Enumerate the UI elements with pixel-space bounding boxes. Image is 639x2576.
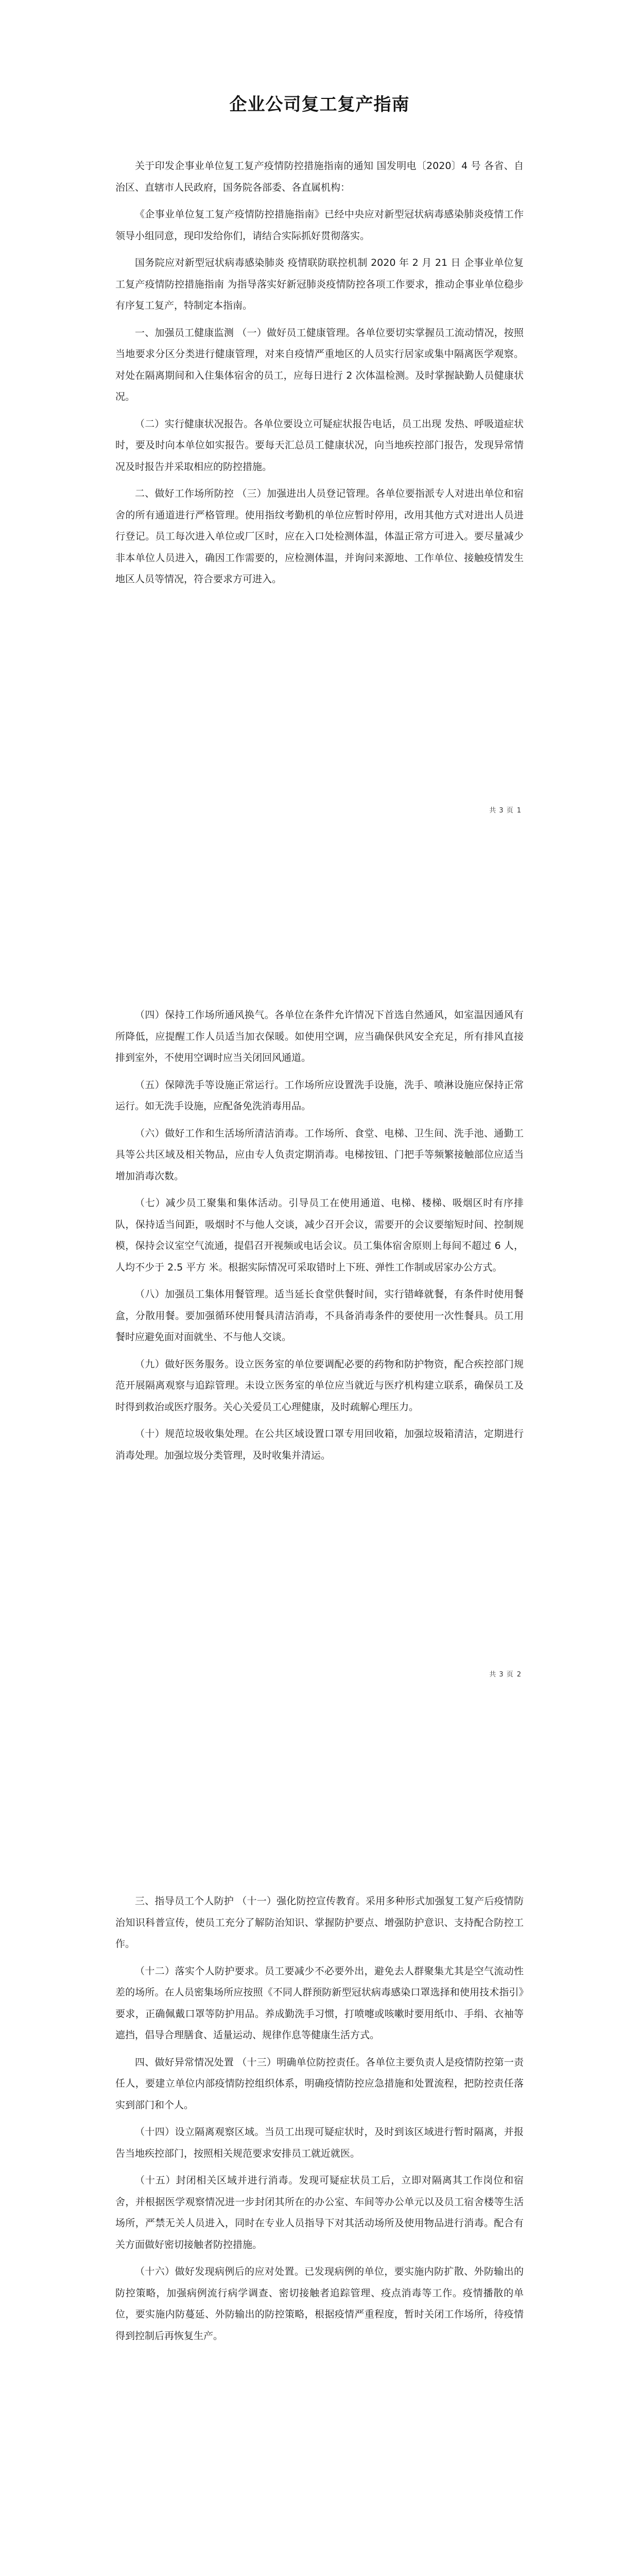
paragraph: 四、做好异常情况处置 （十三）明确单位防控责任。各单位主要负责人是疫情防控第一责任人，要建立单位内部疫情防控组织体系，明确疫情防控应急措施和处置流程，把防控责任落实到部门和个人。 [115,2056,524,2111]
paragraph: （七）减少员工聚集和集体活动。引导员工在使用通道、电梯、楼梯、吸烟区时有序排队，保持适当间距，吸烟时不与他人交谈，减少召开会议，需要开的会议要缩短时间、控制规模，保持会议室空气流通，提倡召开视频或电话会议。员工集体宿舍原则上每间不超过 6 人，人均不少于 2.5 平方 米。根据实际情况可采取错时上下班、弹性工作制或居家办公方式。 [115,1197,524,1273]
paragraph: （十四）设立隔离观察区域。当员工出现可疑症状时，及时到该区域进行暂时隔离，并报告当地疾控部门，按照相关规范要求安排员工就近就医。 [115,2126,524,2159]
page-3 [0,1807,639,2576]
paragraph: （五）保障洗手等设施正常运行。工作场所应设置洗手设施，洗手、喷淋设施应保持正常运行。如无洗手设施，应配备免洗消毒用品。 [115,1079,524,1112]
paragraph: 二、做好工作场所防控 （三）加强进出人员登记管理。各单位要指派专人对进出单位和宿舍的所有通道进行严格管理。使用指纹考勤机的单位应暂时停用，改用其他方式对进出人员进行登记。员工每次进入单位或厂区时，应在入口处检测体温，体温正常方可进入。要尽量减少非本单位人员进入，确因工作需要的，应检测体温，并询问来源地、工作单位、接触疫情发生地区人员等情况，符合要求方可进入。 [115,488,524,585]
paragraph: 国务院应对新型冠状病毒感染肺炎 疫情联防联控机制 2020 年 2 月 21 日 企事业单位复工复产疫情防控措施指南 为指导落实好新冠肺炎疫情防控各项工作要求，推动企事业单位稳步有序复工复产，特制定本指南。 [115,257,524,311]
page-number: 2 [516,1671,522,1679]
page-3-content [115,1891,524,2352]
paragraph: （二）实行健康状况报告。各单位要设立可疑症状报告电话，员工出现 发热、呼吸道症状时，要及时向本单位如实报告。要每天汇总员工健康状况，向当地疾控部门报告，发现异常情况及时报告并采取相应的防控措施。 [115,418,524,472]
paragraph: 关于印发企事业单位复工复产疫情防控措施指南的通知 国发明电〔2020〕4 号 各省、自治区、直辖市人民政府，国务院各部委、各直属机构： [115,160,524,193]
paragraph: （十五）封闭相关区域并进行消毒。发现可疑症状员工后，立即对隔离其工作岗位和宿舍，并根据医学观察情况进一步封闭其所在的办公室、车间等办公单元以及员工宿舍楼等生活场所，严禁无关人员进入，同时在专业人员指导下对其活动场所及使用物品进行消毒。配合有关方面做好密切接触者防控措施。 [115,2175,524,2250]
page-1 [0,0,639,904]
page-count-label: 共 3 页 [489,1671,514,1679]
page-footer [486,805,522,815]
paragraph: （八）加强员工集体用餐管理。适当延长食堂供餐时间，实行错峰就餐，有条件时使用餐盒，分散用餐。要加强循环使用餐具清洁消毒，不具备消毒条件的要使用一次性餐具。员工用餐时应避免面对面就坐、不与他人交谈。 [115,1289,524,1343]
page-1-content [115,90,524,596]
paragraph: （九）做好医务服务。设立医务室的单位要调配必要的药物和防护物资，配合疾控部门规范开展隔离观察与追踪管理。未设立医务室的单位应当就近与医疗机构建立联系，确保员工及时得到救治或医疗服务。关心关爱员工心理健康，及时疏解心理压力。 [115,1358,524,1413]
paragraph: 三、指导员工个人防护 （十一）强化防控宣传教育。采用多种形式加强复工复产后疫情防治知识科普宣传，使员工充分了解防治知识、掌握防护要点、增强防护意识、支持配合防控工作。 [115,1895,524,1950]
page-footer [486,1669,522,1679]
page-2 [0,904,639,1807]
paragraph: 一、加强员工健康监测 （一）做好员工健康管理。各单位要切实掌握员工流动情况，按照当地要求分区分类进行健康管理，对来自疫情严重地区的人员实行居家或集中隔离医学观察。对处在隔离期间和入住集体宿舍的员工，应每日进行 2 次体温检测。及时掌握缺勤人员健康状况。 [115,327,524,402]
page-number: 1 [516,807,522,815]
paragraph: （十）规范垃圾收集处理。在公共区域设置口罩专用回收箱，加强垃圾箱清洁，定期进行消毒处理。加强垃圾分类管理，及时收集并清运。 [115,1428,524,1461]
page-2-content [115,1005,524,1472]
paragraph: （十二）落实个人防护要求。员工要减少不必要外出，避免去人群聚集尤其是空气流动性差的场所。在人员密集场所应按照《不同人群预防新型冠状病毒感染口罩选择和使用技术指引》要求，正确佩戴口罩等防护用品。养成勤洗手习惯，打喷嚏或咳嗽时要用纸巾、手绢、衣袖等遮挡，倡导合理膳食、适量运动、规律作息等健康生活方式。 [115,1965,524,2041]
paragraph: （六）做好工作和生活场所清洁消毒。工作场所、食堂、电梯、卫生间、洗手池、通勤工具等公共区域及相关物品，应由专人负责定期消毒。电梯按钮、门把手等频繁接触部位应适当增加消毒次数。 [115,1127,524,1182]
paragraph: （十六）做好发现病例后的应对处置。已发现病例的单位，要实施内防扩散、外防输出的防控策略，加强病例流行病学调查、密切接触者追踪管理、疫点消毒等工作。疫情播散的单位，要实施内防蔓延、外防输出的防控策略，根据疫情严重程度，暂时关闭工作场所，待疫情得到控制后再恢复生产。 [115,2266,524,2342]
document-title: 企业公司复工复产指南 [229,94,410,115]
paragraph: （四）保持工作场所通风换气。各单位在条件允许情况下首选自然通风，如室温因通风有所降低，应提醒工作人员适当加衣保暖。如使用空调，应当确保供风安全充足，所有排风直接排到室外，不使用空调时应当关闭回风通道。 [115,1009,524,1063]
paragraph: 《企事业单位复工复产疫情防控措施指南》已经中央应对新型冠状病毒感染肺炎疫情工作领导小组同意，现印发给你们，请结合实际抓好贯彻落实。 [115,209,524,242]
page-count-label: 共 3 页 [489,807,514,815]
